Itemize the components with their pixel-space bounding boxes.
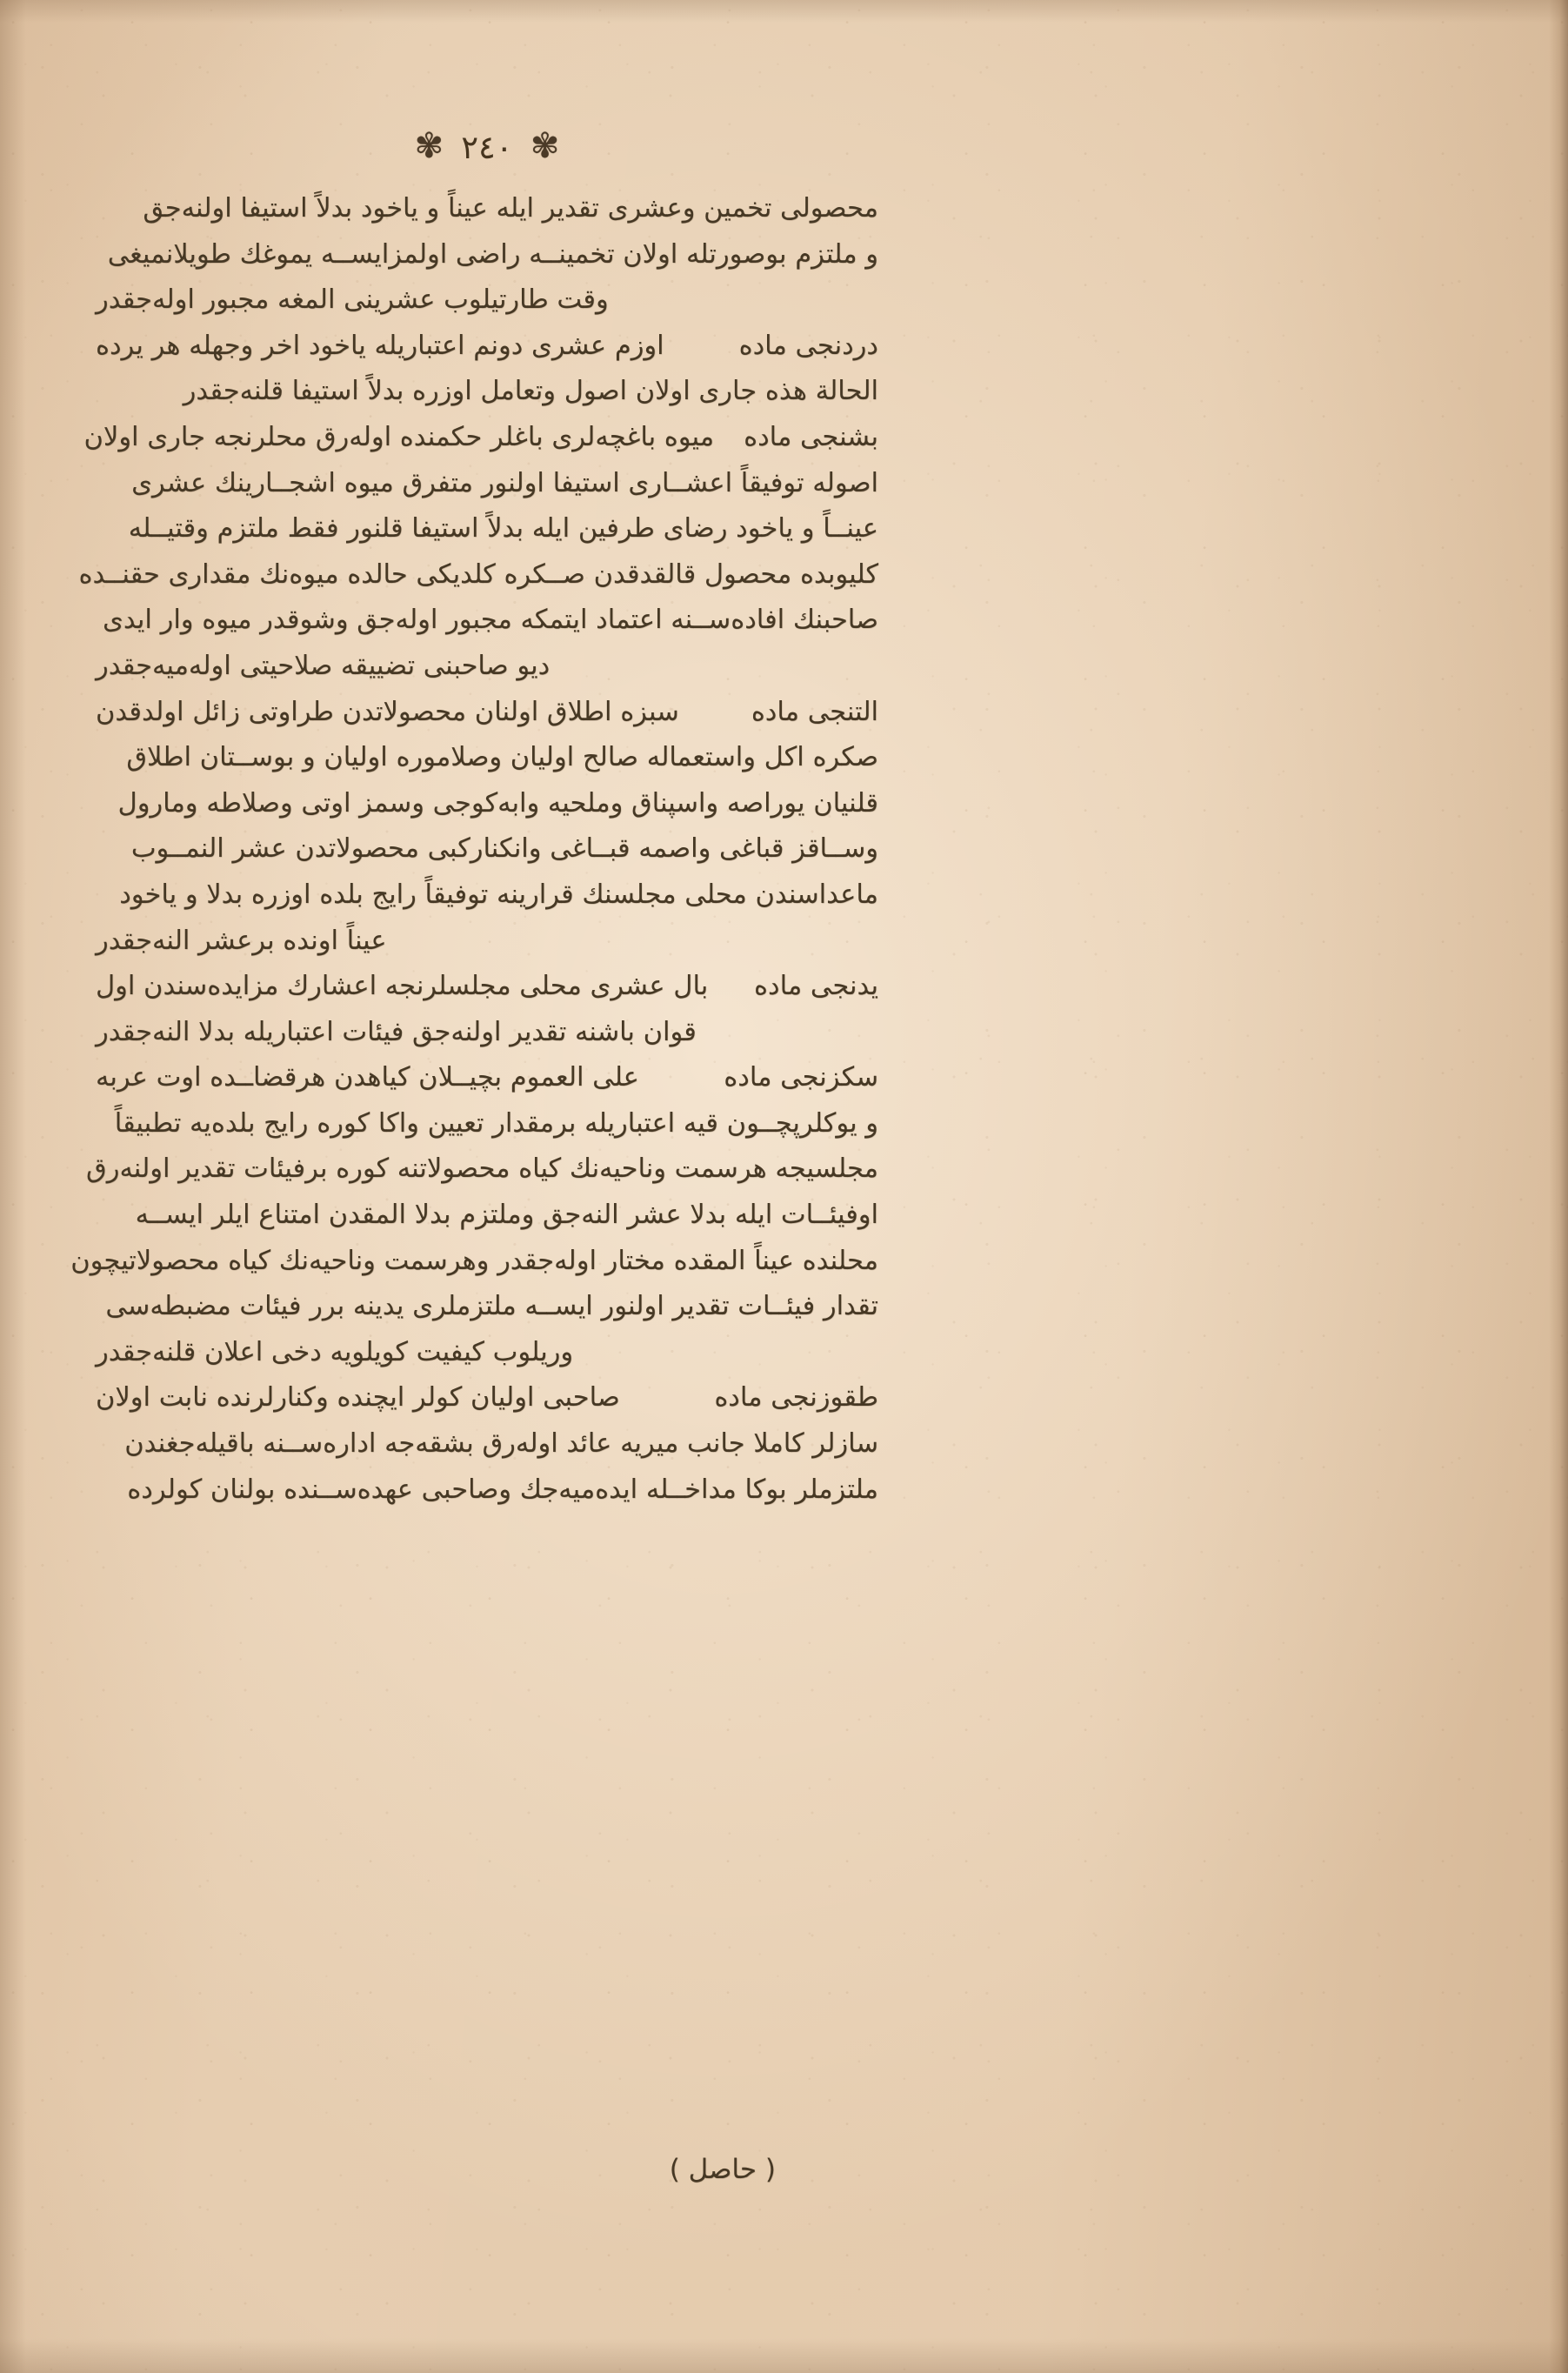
text-line <box>96 1284 878 1330</box>
text-line <box>96 277 878 324</box>
line-text: اصوله توفیقاً اعشــاری استیفا اولنور متفرق میوه اشجــارینك عشری <box>131 467 878 498</box>
page-edge-shadow-right <box>1549 0 1568 2373</box>
line-text: وســاقز قباغی واصمه قبــاغی وانکنارکبی محصولاتدن عشر النمــوب <box>130 833 878 865</box>
text-line <box>96 1330 878 1376</box>
line-text: الحالة هذه جاری اولان اصول وتعامل اوزره بدلاً استیفا قلنەجقدر <box>183 376 878 407</box>
line-text: بال عشری محلی مجلسلرنجه اعشارك مزایدەسندن اول <box>96 971 709 1002</box>
line-text: کلیوبده محصول قالقدقدن صــکره کلدیکی حالده میوەنك مقداری حقنــده <box>78 558 878 590</box>
text-line <box>96 826 878 872</box>
line-text: قلنیان یوراصه واسپناق وملحیه وابه‌کوجی وسمز اوتی وصلاطه ومارول <box>117 787 878 819</box>
text-line <box>96 1101 878 1147</box>
text-line <box>96 781 878 827</box>
article-label: سکزنجی ماده <box>724 1062 878 1093</box>
text-line <box>96 461 878 507</box>
text-line <box>70 1239 878 1285</box>
line-text: عینــاً و یاخود رضای طرفین ایله بدلاً استیفا قلنور فقط ملتزم وقتیــله <box>128 513 878 545</box>
line-text: سبزه اطلاق اولنان محصولاتدن طراوتی زائل اولدقدن <box>96 696 679 727</box>
text-line <box>96 506 878 552</box>
text-line <box>96 1010 878 1056</box>
line-text: محلنده عیناً المقده مختار اولەجقدر وهرسمت وناحیەنك کیاه محصولاتیچون <box>70 1245 878 1276</box>
line-text: صکره اکل واستعماله صالح اولیان وصلامورە اولیان و بوســتان اطلاق <box>126 742 878 773</box>
line-text: اوزم عشری دونم اعتباریله یاخود اخر وجهله هر یرده <box>96 330 664 361</box>
article-label: بشنجی ماده <box>744 421 878 452</box>
line-text: دیو صاحبنی تضییقه صلاحیتی اولەمیه‌جقدر <box>96 650 550 681</box>
text-line <box>78 552 878 598</box>
article-label: دردنجی ماده <box>738 330 878 361</box>
folio-number: ٢٤٠ <box>461 129 513 166</box>
text-line <box>96 1467 878 1514</box>
line-text: عیناً اونده برعشر النەجقدر <box>96 925 387 956</box>
article-heading-line <box>96 324 878 370</box>
text-line <box>96 735 878 781</box>
text-line <box>96 369 878 415</box>
page-header <box>96 125 878 166</box>
text-line <box>96 186 878 232</box>
line-text: صاحبنك افادەســنه اعتماد ایتمکه مجبور اولەجق وشوقدر میوه وار ایدی <box>103 605 878 636</box>
text-line <box>96 919 878 965</box>
line-text: ماعداسندن محلی مجلسنك قرارینه توفیقاً رایج بلده اوزره بدلا و یاخود <box>119 879 878 910</box>
text-line <box>86 1146 878 1193</box>
text-line <box>96 1421 878 1467</box>
line-text: محصولی تخمین وعشری تقدیر ایله عیناً و یاخود بدلاً استیفا اولنەجق <box>143 193 878 224</box>
floral-ornament-icon: ✾ <box>530 125 560 166</box>
article-heading-line <box>96 964 878 1010</box>
line-text: قوان باشنه تقدیر اولنەجق فیئات اعتباریله بدلا النەجقدر <box>96 1016 697 1047</box>
article-heading-line <box>96 1375 878 1421</box>
line-text: تقدار فیئــات تقدیر اولنور ایســه ملتزملری یدینه برر فیئات مضبطەسی <box>105 1291 878 1322</box>
page-content <box>70 0 878 2373</box>
line-text: میوه باغچەلری باغلر حکمنده اولەرق محلرنجه جاری اولان <box>83 421 715 452</box>
article-heading-line <box>83 415 878 461</box>
line-text: وریلوب کیفیت کویلویه دخی اعلان قلنەجقدر <box>96 1336 574 1367</box>
article-label: یدنجی ماده <box>754 971 878 1002</box>
catchword: ( حاصل ) <box>669 2154 776 2185</box>
text-line <box>96 232 878 278</box>
article-heading-line <box>96 1055 878 1101</box>
line-text: اوفیئــات ایله بدلا عشر النەجق وملتزم بدلا المقدن امتناع ایلر ایســه <box>135 1200 878 1231</box>
line-text: و یوکلرپچــون قیه اعتباریله برمقدار تعیین واکا کوره رایج بلدەیه تطبیقاً <box>114 1107 878 1139</box>
text-line <box>96 872 878 919</box>
body-text-block <box>70 186 878 1513</box>
line-text: و ملتزم بوصورتله اولان تخمینــه راضی اولمزایســه یموغك طویلانمیغی <box>107 238 878 270</box>
line-text: صاحبی اولیان کولر ایچنده وکنارلرنده نابت اولان <box>96 1382 620 1414</box>
line-text: وقت طارتیلوب عشرینی المغه مجبور اولەجقدر <box>96 284 609 316</box>
article-label: التنجی ماده <box>751 696 878 727</box>
line-text: ملتزملر بوکا مداخــله ایدەمیەجك وصاحبی عهدەســنده بولنان کولرده <box>127 1474 878 1505</box>
line-text: علی العموم بچیــلان کیاهدن هرقضاــده اوت عربه <box>96 1062 639 1093</box>
article-label: طقوزنجی ماده <box>714 1382 878 1414</box>
text-line <box>96 644 878 690</box>
article-heading-line <box>96 690 878 736</box>
text-line <box>96 598 878 644</box>
line-text: سازلر کاملا جانب میریه عائد اولەرق بشقەجه ادارەســنه باقیلەجغندن <box>124 1428 878 1460</box>
text-line <box>96 1193 878 1239</box>
page-edge-shadow-left <box>0 0 26 2373</box>
floral-ornament-icon: ✾ <box>414 125 444 166</box>
line-text: مجلسیجه هرسمت وناحیەنك کیاه محصولاتنه کوره برفیئات تقدیر اولنەرق <box>86 1153 878 1185</box>
